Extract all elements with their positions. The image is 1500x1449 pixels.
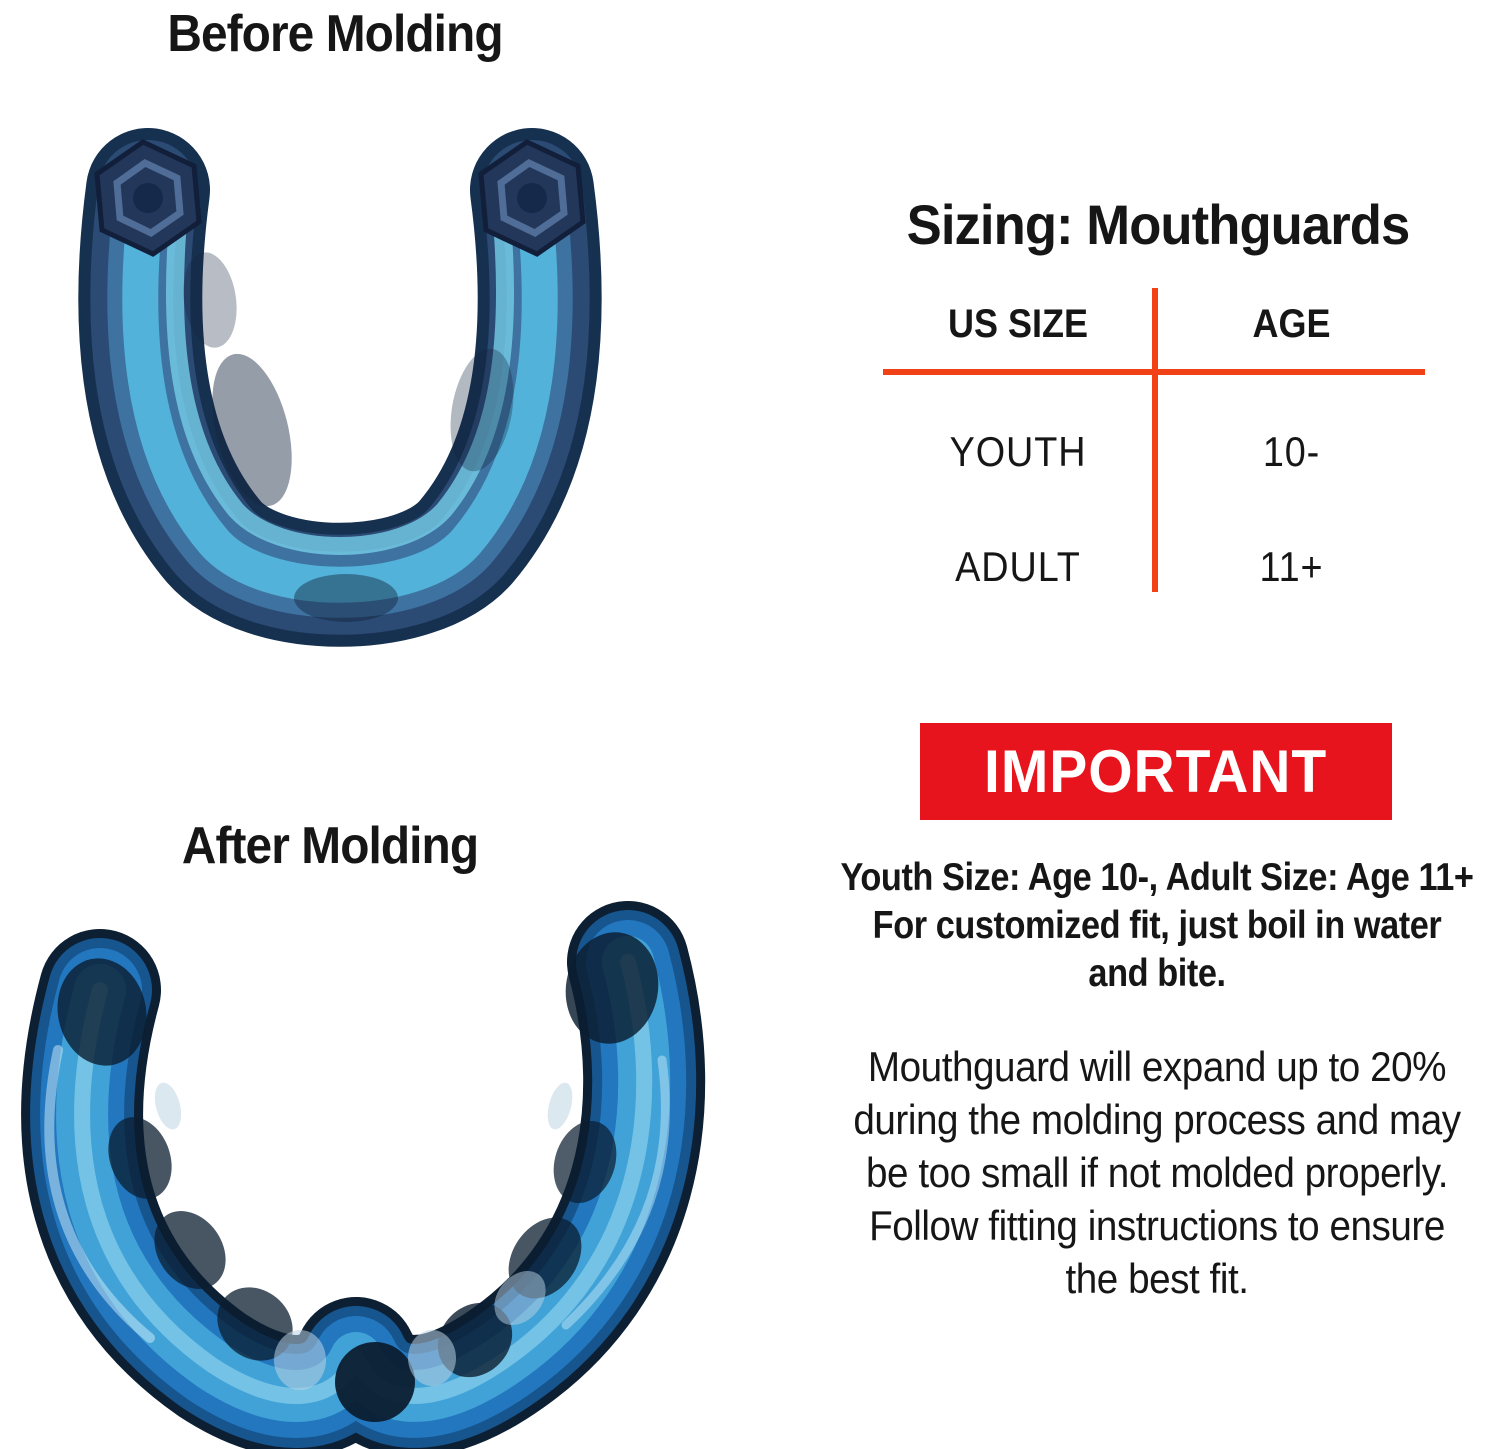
important-bold-line: and bite. bbox=[1088, 952, 1226, 995]
before-molding-photo bbox=[30, 110, 650, 667]
important-body-line: Mouthguard will expand up to 20% bbox=[867, 1043, 1447, 1090]
important-body-line: be too small if not molded properly. bbox=[866, 1149, 1448, 1196]
important-body-text bbox=[812, 1040, 1500, 1305]
important-body-line: during the molding process and may bbox=[853, 1096, 1461, 1143]
after-molding-heading: After Molding bbox=[181, 817, 479, 875]
important-badge-label: IMPORTANT bbox=[984, 738, 1328, 805]
table-header-age: AGE bbox=[1252, 302, 1331, 346]
table-cell-adult-size: ADULT bbox=[955, 543, 1081, 590]
important-body-line: the best fit. bbox=[1065, 1255, 1249, 1302]
after-molding-photo bbox=[0, 900, 720, 1449]
important-bold-line: Youth Size: Age 10-, Adult Size: Age 11+ bbox=[840, 856, 1474, 899]
important-bold-line: For customized fit, just boil in water bbox=[872, 904, 1442, 947]
table-header-divider-line bbox=[883, 369, 1425, 375]
important-body-line: Follow fitting instructions to ensure bbox=[869, 1202, 1445, 1249]
important-bold-text bbox=[827, 854, 1487, 998]
important-badge bbox=[920, 723, 1392, 820]
table-cell-youth-size: YOUTH bbox=[949, 428, 1087, 475]
table-header-us-size: US SIZE bbox=[947, 302, 1089, 346]
sizing-table bbox=[858, 280, 1458, 610]
table-cell-adult-age: 11+ bbox=[1259, 543, 1324, 590]
table-cell-youth-age: 10- bbox=[1262, 428, 1321, 475]
sizing-title: Sizing: Mouthguards bbox=[906, 193, 1410, 256]
before-molding-heading: Before Molding bbox=[167, 5, 503, 63]
table-column-divider-line bbox=[1152, 288, 1158, 592]
